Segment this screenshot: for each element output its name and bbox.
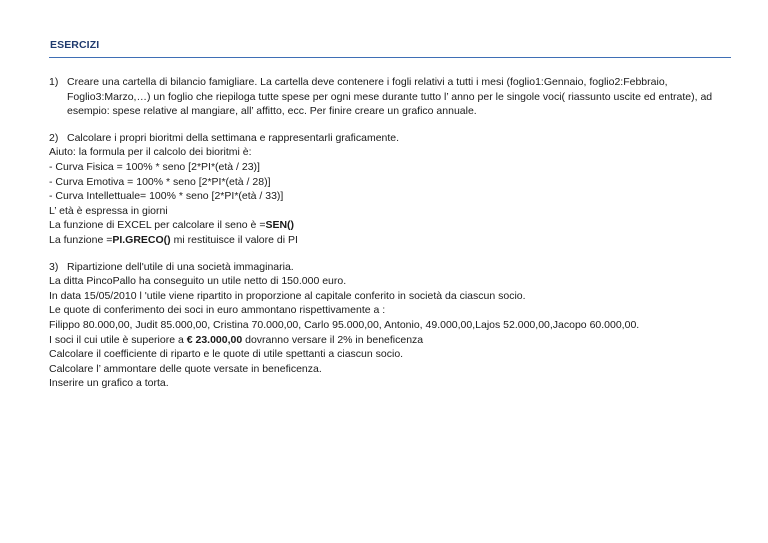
exercise-2-hint: Aiuto: la formula per il calcolo dei bioritmi è: [49,146,252,159]
page-title: ESERCIZI [50,39,100,51]
exercise-1 [49,75,739,119]
exercise-2 [49,131,739,248]
exercise-3 [49,260,739,391]
exercise-3-line-4: Filippo 80.000,00, Judit 85.000,00, Cristina 70.000,00, Carlo 95.000,00, Antonio, 49.000,00,Lajos 52.000,00,Jacopo 60.000,00. [49,318,640,331]
exercise-3-heading [49,260,739,275]
exercise-3-line-8: Inserire un grafico a torta. [49,377,169,390]
exercise-3-title: Ripartizione dell'utile di una società immaginaria. [67,260,294,273]
pi-function-suffix: mi restituisce il valore di PI [170,233,298,246]
exercise-3-line-1: La ditta PincoPallo ha conseguito un utile netto di 150.000 euro. [49,275,347,288]
exercise-2-heading [49,131,739,146]
threshold-amount: € 23.000,00 [186,333,243,346]
threshold-prefix: I soci il cui utile è superiore a [49,333,187,346]
sen-function-prefix: La funzione di EXCEL per calcolare il seno è = [49,219,266,232]
exercise-2-title: Calcolare i propri bioritmi della settimana e rappresentarli graficamente. [67,131,400,144]
exercise-3-number: 3) [49,260,59,273]
pi-function-prefix: La funzione = [49,233,113,246]
title-divider [49,57,731,58]
pi-function-name: PI.GRECO() [112,233,171,246]
exercise-3-line-6: Calcolare il coefficiente di riparto e le quote di utile spettanti a ciascun socio. [49,348,404,361]
sen-function-name: SEN() [265,219,295,232]
exercise-3-line-5 [49,333,739,348]
exercise-1-number: 1) [49,76,59,88]
exercise-2-number: 2) [49,131,59,144]
sen-function-line [49,218,739,233]
threshold-suffix: dovranno versare il 2% in beneficenza [242,333,424,346]
exercise-list [49,75,739,391]
age-note: L’ età è espressa in giorni [49,204,168,217]
exercise-3-line-7: Calcolare l’ ammontare delle quote versate in beneficenza. [49,362,322,375]
exercise-3-line-2: In data 15/05/2010 l 'utile viene ripartito in proporzione al capitale conferito in società da ciascun socio. [49,289,526,302]
exercise-1-text: Creare una cartella di bilancio famigliare. La cartella deve contenere i fogli relativi a tutti i mesi (foglio1:Gennaio, foglio2:Febbraio, Foglio3:Marzo,…) un foglio che riepiloga tutte spese per ogni mese durante tutto l’ anno per le singole voci( riassunto uscite ed entrate), ad esempio: spese relative al mangiare, all’ affitto, ecc. Per finire creare un grafico annuale. [67,76,713,118]
curve-fisica-formula: - Curva Fisica = 100% * seno [2*PI*(età / 23)] [49,160,260,173]
pi-function-line [49,233,739,248]
curve-intellettuale-formula: - Curva Intellettuale= 100% * seno [2*PI*(età / 33)] [49,190,284,203]
curve-emotiva-formula: - Curva Emotiva = 100% * seno [2*PI*(età / 28)] [49,175,271,188]
exercise-3-line-3: Le quote di conferimento dei soci in euro ammontano rispettivamente a : [49,304,386,317]
